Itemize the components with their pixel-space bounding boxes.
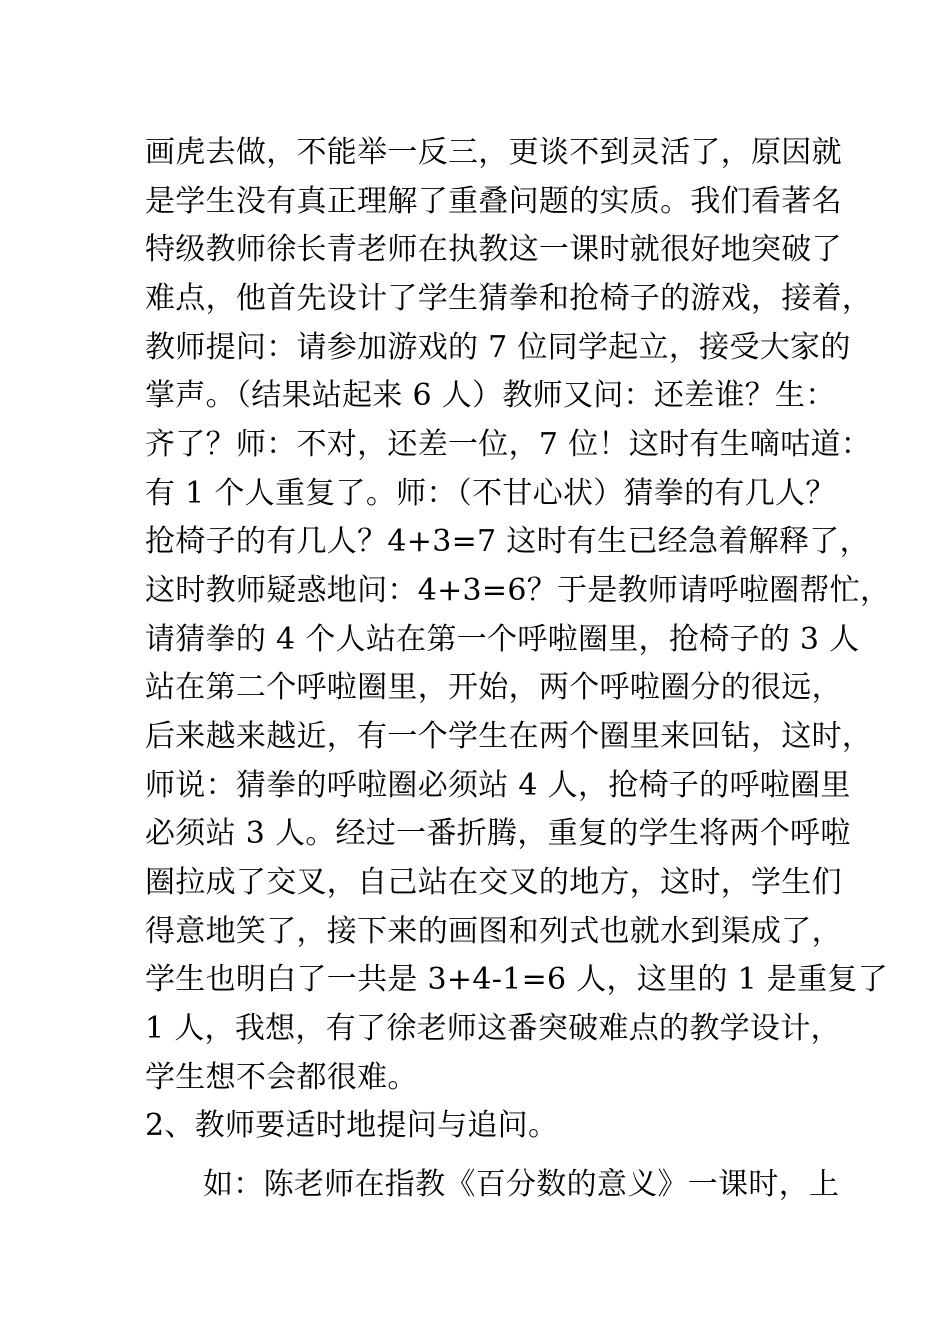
text-line: 抢椅子的有几人？4+3=7 这时有生已经急着解释了， <box>145 524 870 559</box>
text-line: 站在第二个呼啦圈里，开始，两个呼啦圈分的很远， <box>145 670 842 705</box>
text-line: 教师提问：请参加游戏的 7 位同学起立，接受大家的 <box>145 330 851 365</box>
text-line: 师说：猜拳的呼啦圈必须站 4 人，抢椅子的呼啦圈里 <box>145 768 851 803</box>
text-line: 必须站 3 人。经过一番折腾，重复的学生将两个呼啦 <box>145 816 851 851</box>
text-line: 难点，他首先设计了学生猜拳和抢椅子的游戏，接着， <box>145 281 873 316</box>
text-line: 请猜拳的 4 个人站在第一个呼啦圈里，抢椅子的 3 人 <box>145 622 860 657</box>
text-line: 1 人，我想，有了徐老师这番突破难点的教学设计， <box>145 1011 841 1046</box>
paragraph-start: 如：陈老师在指教《百分数的意义》一课时，上 <box>203 1167 840 1202</box>
text-line: 后来越来越近，有一个学生在两个圈里来回钻，这时， <box>145 719 873 754</box>
section-heading: 2、教师要适时地提问与追问。 <box>145 1108 559 1143</box>
text-line: 学生也明白了一共是 3+4-1=6 人，这里的 1 是重复了 <box>145 962 888 997</box>
text-line: 有 1 个人重复了。师：（不甘心状）猜拳的有几人？ <box>145 476 836 511</box>
text-line: 齐了？师：不对，还差一位，7 位！这时有生嘀咕道： <box>145 427 872 462</box>
text-line: 学生想不会都很难。 <box>145 1060 418 1095</box>
text-line: 画虎去做，不能举一反三，更谈不到灵活了，原因就 <box>145 135 842 170</box>
text-line: 这时教师疑惑地问：4+3=6？于是教师请呼啦圈帮忙， <box>145 573 891 608</box>
text-line: 是学生没有真正理解了重叠问题的实质。我们看著名 <box>145 184 842 219</box>
text-line: 圈拉成了交叉，自己站在交叉的地方，这时，学生们 <box>145 865 842 900</box>
text-line: 得意地笑了，接下来的画图和列式也就水到渠成了， <box>145 914 842 949</box>
text-line: 掌声。（结果站起来 6 人）教师又问：还差谁？生： <box>145 378 836 413</box>
text-line: 特级教师徐长青老师在执教这一课时就很好地突破了 <box>145 232 842 267</box>
